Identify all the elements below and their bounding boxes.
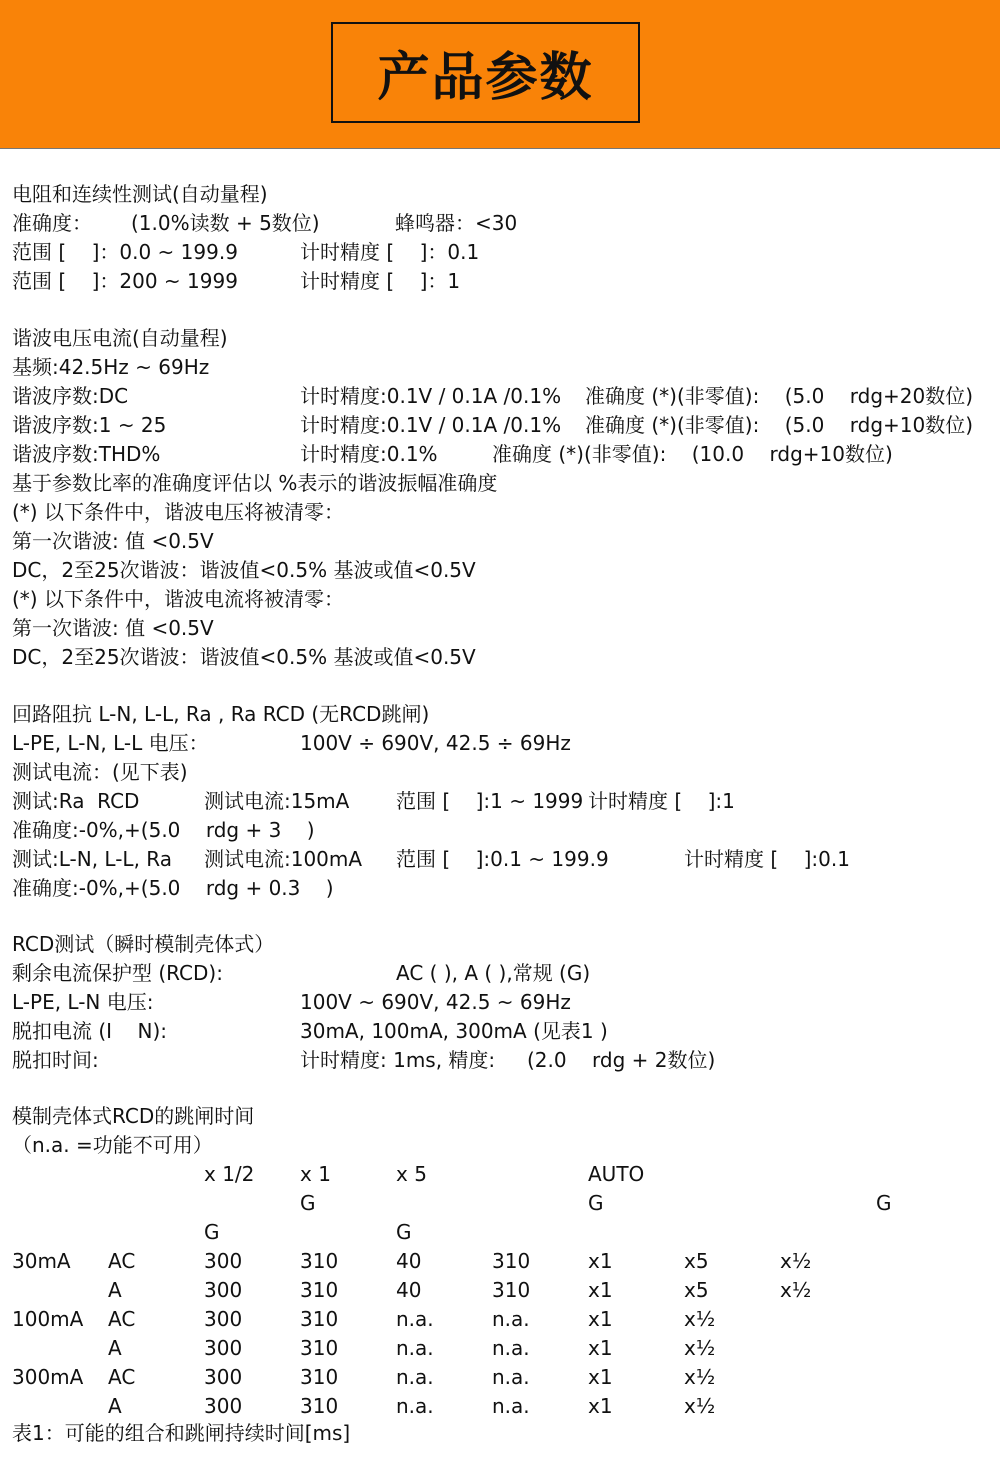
rcd-voltage-label: L-PE, L-N 电压: <box>12 990 154 1014</box>
harmonics-accuracy-thd: 准确度 (*)(非零值): (10.0 rdg+10数位) <box>492 442 893 466</box>
trip-table-cell: 310 <box>300 1365 339 1389</box>
harmonics-order-thd: 谐波序数:THD% <box>12 442 161 466</box>
trip-table-cell: 300 <box>204 1249 243 1273</box>
harmonics-resolution-thd: 计时精度:0.1% <box>300 442 438 466</box>
trip-table-caption: 表1：可能的组合和跳闸持续时间[ms] <box>12 1421 351 1445</box>
trip-table-g-mark: G <box>876 1191 892 1215</box>
loop-test-ln-ll: 测试:L-N, L-L, Ra <box>12 847 172 871</box>
rcd-type-label: 剩余电流保护型 (RCD): <box>12 961 223 985</box>
harmonics-note: 第一次谐波: 值 <0.5V <box>12 529 214 553</box>
trip-table-cell: n.a. <box>396 1394 434 1418</box>
resistance-resolution-1: 计时精度 [ ]：0.1 <box>300 240 480 264</box>
loop-test-ln-ll-range: 范围 [ ]:0.1 ~ 199.9 <box>396 847 609 871</box>
page-title: 产品参数 <box>331 22 640 123</box>
trip-table-g-mark: G <box>204 1220 220 1244</box>
loop-test-ra-rcd-range: 范围 [ ]:1 ~ 1999 <box>396 789 584 813</box>
rcd-trip-current-value: 30mA, 100mA, 300mA (见表1 ) <box>300 1019 608 1043</box>
harmonics-note: (*) 以下条件中，谐波电流将被清零： <box>12 587 344 611</box>
rcd-type-value: AC ( ), A ( ),常规 (G) <box>396 961 591 985</box>
trip-table-header: AUTO <box>588 1162 645 1186</box>
trip-table-cell: x½ <box>684 1307 716 1331</box>
trip-table-cell: 310 <box>300 1278 339 1302</box>
trip-table-header: x 1/2 <box>204 1162 255 1186</box>
trip-table-cell: n.a. <box>492 1394 530 1418</box>
harmonics-note: DC，2至25次谐波：谐波值<0.5% 基波或值<0.5V <box>12 645 476 669</box>
trip-table-cell: AC <box>108 1307 136 1331</box>
trip-table-cell: 300 <box>204 1307 243 1331</box>
harmonics-accuracy-1-25: 准确度 (*)(非零值): (5.0 rdg+10数位) <box>585 413 974 437</box>
trip-table-cell: 40 <box>396 1249 422 1273</box>
harmonics-note: 基于参数比率的准确度评估以 %表示的谐波振幅准确度 <box>12 471 498 495</box>
harmonics-note: DC，2至25次谐波：谐波值<0.5% 基波或值<0.5V <box>12 558 476 582</box>
harmonics-order-dc: 谐波序数:DC <box>12 384 129 408</box>
trip-table-cell: n.a. <box>492 1336 530 1360</box>
trip-table-cell: n.a. <box>396 1336 434 1360</box>
trip-table-cell: n.a. <box>492 1365 530 1389</box>
rcd-trip-time-label: 脱扣时间: <box>12 1048 99 1072</box>
trip-table-g-mark: G <box>396 1220 412 1244</box>
trip-table-cell: 310 <box>300 1394 339 1418</box>
loop-current-label: 测试电流：(见下表) <box>12 760 188 784</box>
trip-table-cell: x½ <box>684 1365 716 1389</box>
trip-table-g-mark: G <box>300 1191 316 1215</box>
trip-table-cell: x1 <box>588 1365 613 1389</box>
trip-table-cell: AC <box>108 1365 136 1389</box>
buzzer-spec: 蜂鸣器：<30 <box>395 211 518 235</box>
resistance-accuracy-value: (1.0%读数 + 5数位) <box>131 211 320 235</box>
harmonics-note: (*) 以下条件中，谐波电压将被清零： <box>12 500 344 524</box>
header-banner <box>0 0 1000 149</box>
trip-table-cell: x½ <box>684 1394 716 1418</box>
harmonics-note: 第一次谐波: 值 <0.5V <box>12 616 214 640</box>
harmonics-heading: 谐波电压电流(自动量程) <box>12 326 228 350</box>
trip-table-cell: 300 <box>204 1278 243 1302</box>
rcd-trip-time-value: 计时精度: 1ms, 精度: (2.0 rdg + 2数位) <box>300 1048 716 1072</box>
rcd-trip-current-label: 脱扣电流 (I N): <box>12 1019 167 1043</box>
trip-table-cell: x½ <box>780 1249 812 1273</box>
trip-table-cell: 40 <box>396 1278 422 1302</box>
trip-table-cell: x1 <box>588 1336 613 1360</box>
trip-table-cell: 310 <box>492 1278 531 1302</box>
trip-table-cell: 30mA <box>12 1249 71 1273</box>
resistance-range-2: 范围 [ ]：200 ~ 1999 <box>12 269 238 293</box>
trip-table-cell: x½ <box>780 1278 812 1302</box>
trip-table-cell: 100mA <box>12 1307 84 1331</box>
trip-table-cell: AC <box>108 1249 136 1273</box>
loop-test-ln-ll-accuracy: 准确度:-0%,+(5.0 rdg + 0.3 ) <box>12 876 334 900</box>
trip-table-cell: 300 <box>204 1365 243 1389</box>
trip-table-cell: 300 <box>204 1336 243 1360</box>
loop-test-ln-ll-resolution: 计时精度 [ ]:0.1 <box>684 847 850 871</box>
loop-test-ra-rcd-accuracy: 准确度:-0%,+(5.0 rdg + 3 ) <box>12 818 315 842</box>
rcd-heading: RCD测试（瞬时模制壳体式） <box>12 932 275 956</box>
trip-table-cell: A <box>108 1336 122 1360</box>
loop-voltage-value: 100V ÷ 690V, 42.5 ÷ 69Hz <box>300 731 571 755</box>
loop-test-ln-ll-current: 测试电流:100mA <box>204 847 363 871</box>
trip-table-subheading: （n.a. =功能不可用） <box>12 1133 213 1157</box>
trip-table-cell: x1 <box>588 1249 613 1273</box>
trip-table-cell: 300 <box>204 1394 243 1418</box>
loop-test-ra-rcd-current: 测试电流:15mA <box>204 789 350 813</box>
trip-table-cell: A <box>108 1278 122 1302</box>
loop-voltage-label: L-PE, L-N, L-L 电压： <box>12 731 209 755</box>
trip-table-cell: 300mA <box>12 1365 84 1389</box>
resistance-range-1: 范围 [ ]：0.0 ~ 199.9 <box>12 240 238 264</box>
resistance-accuracy-label: 准确度： <box>12 211 92 235</box>
harmonics-resolution-dc: 计时精度:0.1V / 0.1A /0.1% <box>300 384 562 408</box>
trip-table-cell: x5 <box>684 1249 709 1273</box>
trip-table-heading: 模制壳体式RCD的跳闸时间 <box>12 1104 255 1128</box>
harmonics-order-1-25: 谐波序数:1 ~ 25 <box>12 413 167 437</box>
resistance-resolution-2: 计时精度 [ ]：1 <box>300 269 461 293</box>
trip-table-cell: 310 <box>300 1249 339 1273</box>
harmonics-resolution-1-25: 计时精度:0.1V / 0.1A /0.1% <box>300 413 562 437</box>
trip-table-cell: A <box>108 1394 122 1418</box>
trip-table-header: x 5 <box>396 1162 427 1186</box>
trip-table-cell: 310 <box>492 1249 531 1273</box>
trip-table-cell: 310 <box>300 1307 339 1331</box>
loop-test-ra-rcd: 测试:Ra RCD <box>12 789 140 813</box>
harmonics-accuracy-dc: 准确度 (*)(非零值): (5.0 rdg+20数位) <box>585 384 974 408</box>
loop-test-ra-rcd-resolution: 计时精度 [ ]:1 <box>588 789 735 813</box>
trip-table-cell: x1 <box>588 1394 613 1418</box>
trip-table-cell: x1 <box>588 1278 613 1302</box>
resistance-heading: 电阻和连续性测试(自动量程) <box>12 182 268 206</box>
trip-table-cell: x½ <box>684 1336 716 1360</box>
trip-table-header: x 1 <box>300 1162 331 1186</box>
trip-table-cell: n.a. <box>396 1307 434 1331</box>
trip-table-g-mark: G <box>588 1191 604 1215</box>
trip-table-cell: x1 <box>588 1307 613 1331</box>
trip-table-cell: n.a. <box>492 1307 530 1331</box>
trip-table-cell: x5 <box>684 1278 709 1302</box>
trip-table-cell: 310 <box>300 1336 339 1360</box>
rcd-voltage-value: 100V ~ 690V, 42.5 ~ 69Hz <box>300 990 571 1014</box>
harmonics-fundamental: 基频:42.5Hz ~ 69Hz <box>12 355 210 379</box>
trip-table-cell: n.a. <box>396 1365 434 1389</box>
loop-heading: 回路阻抗 L-N, L-L, Ra , Ra RCD (无RCD跳闸) <box>12 702 430 726</box>
